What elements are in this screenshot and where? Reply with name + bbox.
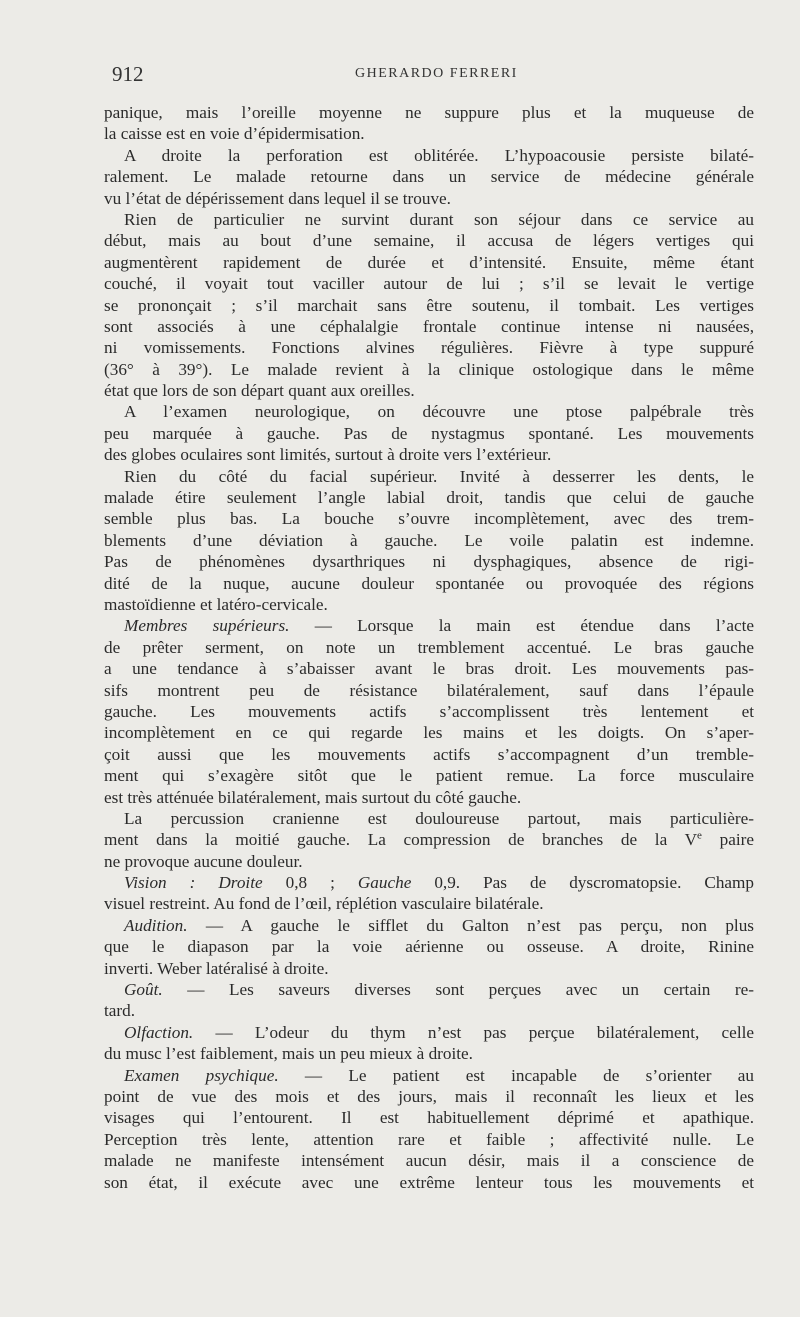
line-text: Perception très lente, attention rare et faible ; affectivité nulle. Le: [104, 1129, 754, 1149]
line-text: — Lorsque la main est étendue dans l’acte: [289, 616, 755, 636]
line-text: panique, mais l’oreille moyenne ne suppure plus et la muqueuse de: [104, 103, 754, 122]
text-line: [104, 1086, 754, 1107]
text-line: [104, 979, 754, 1000]
line-text: Rien du côté du facial supérieur. Invité à desserrer les dents, le: [124, 466, 754, 486]
text-line: [104, 701, 754, 722]
text-line: [104, 551, 754, 572]
italic-heading: Gauche: [357, 873, 412, 893]
line-text: — Les saveurs diverses sont perçues avec un certain re-: [162, 980, 754, 1000]
line-text: du musc l’est faiblement, mais un peu mieux à droite.: [104, 1044, 473, 1064]
body-text: [104, 102, 754, 1193]
line-text: dité de la nuque, aucune douleur spontanée ou provoquée des régions: [104, 573, 754, 593]
text-line: [104, 573, 754, 594]
line-text: (36° à 39°). Le malade revient à la clinique ostologique dans le même: [104, 359, 754, 379]
italic-heading: Goût.: [124, 980, 163, 1000]
line-text: ne provoque aucune douleur.: [104, 851, 303, 871]
line-text: sifs montrent peu de résistance bilatéralement, sauf dans l’épaule: [104, 680, 754, 700]
text-line: [104, 658, 754, 679]
line-text: ment qui s’exagère sitôt que le patient remue. La force musculaire: [104, 766, 754, 786]
line-text: A droite la perforation est oblitérée. L’hypoacousie persiste bilaté-: [124, 145, 754, 165]
italic-heading: Olfaction.: [124, 1022, 194, 1042]
line-text: gauche. Les mouvements actifs s’accomplissent très lentement et: [104, 701, 754, 721]
text-line: [104, 423, 754, 444]
text-line: [104, 145, 754, 166]
text-line: [104, 1000, 754, 1021]
line-text: blements d’une déviation à gauche. Le voile palatin est indemne.: [104, 530, 754, 550]
line-text: Rien de particulier ne survint durant son séjour dans ce service au: [124, 209, 754, 229]
text-line: [104, 295, 754, 316]
line-text: son état, il exécute avec une extrême lenteur tous les mouvements et: [104, 1172, 754, 1192]
text-line: [104, 102, 754, 123]
line-text: A l’examen neurologique, on découvre une ptose palpébrale très: [124, 402, 754, 422]
line-text: 0,9. Pas de dyscromatopsie. Champ: [411, 873, 755, 893]
text-line: [104, 594, 754, 615]
text-line: [104, 744, 754, 765]
line-text: ment dans la moitié gauche. La compression de branches de la V: [104, 830, 698, 850]
line-text: — L’odeur du thym n’est pas perçue bilatéralement, celle: [193, 1022, 754, 1042]
line-text: paire: [701, 830, 754, 850]
text-line: [104, 851, 754, 872]
line-text: incomplètement en ce qui regarde les mains et les doigts. On s’aper-: [104, 723, 754, 743]
text-line: [104, 829, 754, 850]
text-line: [104, 401, 754, 422]
text-line: [104, 1043, 754, 1064]
text-line: [104, 444, 754, 465]
line-text: visuel restreint. Au fond de l’œil, réplétion vasculaire bilatérale.: [104, 894, 544, 914]
line-text: début, mais au bout d’une semaine, il accusa de légers vertiges qui: [104, 231, 754, 251]
text-line: [104, 765, 754, 786]
line-text: que le diapason par la voie aérienne ou osseuse. A droite, Rinine: [104, 937, 754, 957]
line-text: — A gauche le sifflet du Galton n’est pas perçu, non plus: [187, 915, 754, 935]
text-line: [104, 936, 754, 957]
line-text: des globes oculaires sont limités, surtout à droite vers l’extérieur.: [104, 445, 552, 465]
text-line: [104, 893, 754, 914]
line-text: Pas de phénomènes dysarthriques ni dysphagiques, absence de rigi-: [104, 552, 754, 572]
line-text: vu l’état de dépérissement dans lequel il se trouve.: [104, 188, 451, 208]
line-text: semble plus bas. La bouche s’ouvre incomplètement, avec des trem-: [104, 509, 754, 529]
text-line: [104, 166, 754, 187]
text-line: [104, 1129, 754, 1150]
text-line: [104, 188, 754, 209]
line-text: ralement. Le malade retourne dans un service de médecine générale: [104, 167, 754, 187]
line-text: ni vomissements. Fonctions alvines régulières. Fièvre à type suppuré: [104, 338, 754, 358]
text-line: [104, 958, 754, 979]
italic-heading: Examen psychique.: [124, 1065, 279, 1085]
text-line: [104, 337, 754, 358]
italic-heading: Vision : Droite: [124, 873, 263, 893]
text-line: [104, 1022, 754, 1043]
text-line: [104, 530, 754, 551]
text-line: [104, 1107, 754, 1128]
line-text: sont associés à une céphalalgie frontale continue intense ni nausées,: [104, 316, 754, 336]
text-line: [104, 316, 754, 337]
text-line: [104, 872, 754, 893]
line-text: état que lors de son départ quant aux oreilles.: [104, 381, 415, 401]
text-line: [104, 123, 754, 144]
line-text: se prononçait ; s’il marchait sans être soutenu, il tombait. Les vertiges: [104, 295, 754, 315]
line-text: — Le patient est incapable de s’orienter au: [278, 1065, 754, 1085]
text-line: [104, 508, 754, 529]
text-line: [104, 359, 754, 380]
line-text: point de vue des mois et des jours, mais il reconnaît les lieux et les: [104, 1086, 754, 1106]
text-line: [104, 230, 754, 251]
page-number: 912: [112, 62, 144, 86]
line-text: malade ne manifeste intensément aucun désir, mais il a conscience de: [104, 1151, 754, 1171]
text-line: [104, 380, 754, 401]
line-text: de prêter serment, on note un tremblement accentué. Le bras gauche: [104, 637, 754, 657]
line-text: a une tendance à s’abaisser avant le bras droit. Les mouvements pas-: [104, 659, 754, 679]
text-line: [104, 1065, 754, 1086]
text-line: [104, 252, 754, 273]
superscript: e: [697, 829, 702, 842]
italic-heading: Audition.: [124, 915, 188, 935]
text-line: [104, 637, 754, 658]
line-text: augmentèrent rapidement de durée et d’intensité. Ensuite, même étant: [104, 252, 754, 272]
line-text: visages qui l’entourent. Il est habituellement déprimé et apathique.: [104, 1108, 754, 1128]
text-line: [104, 808, 754, 829]
text-line: [104, 273, 754, 294]
text-line: [104, 787, 754, 808]
line-text: est très atténuée bilatéralement, mais surtout du côté gauche.: [104, 787, 522, 807]
text-line: [104, 466, 754, 487]
line-text: malade étire seulement l’angle labial droit, tandis que celui de gauche: [104, 488, 754, 508]
line-text: mastoïdienne et latéro-cervicale.: [104, 594, 328, 614]
line-text: tard.: [104, 1001, 136, 1021]
text-line: [104, 615, 754, 636]
line-text: inverti. Weber latéralisé à droite.: [104, 958, 329, 978]
page-header: [112, 62, 752, 88]
text-line: [104, 209, 754, 230]
text-line: [104, 722, 754, 743]
line-text: 0,8 ;: [262, 873, 358, 893]
text-line: [104, 680, 754, 701]
line-text: couché, il voyait tout vaciller autour de lui ; s’il se levait le vertige: [104, 274, 754, 294]
text-line: [104, 1172, 754, 1193]
line-text: La percussion cranienne est douloureuse partout, mais particulière-: [124, 808, 754, 828]
text-line: [104, 487, 754, 508]
line-text: peu marquée à gauche. Pas de nystagmus spontané. Les mouvements: [104, 423, 754, 443]
running-head: GHERARDO FERRERI: [355, 66, 518, 81]
text-line: [104, 915, 754, 936]
line-text: çoit aussi que les mouvements actifs s’accompagnent d’un tremble-: [104, 744, 754, 764]
line-text: la caisse est en voie d’épidermisation.: [104, 124, 365, 144]
text-line: [104, 1150, 754, 1171]
italic-heading: Membres supérieurs.: [124, 616, 290, 636]
